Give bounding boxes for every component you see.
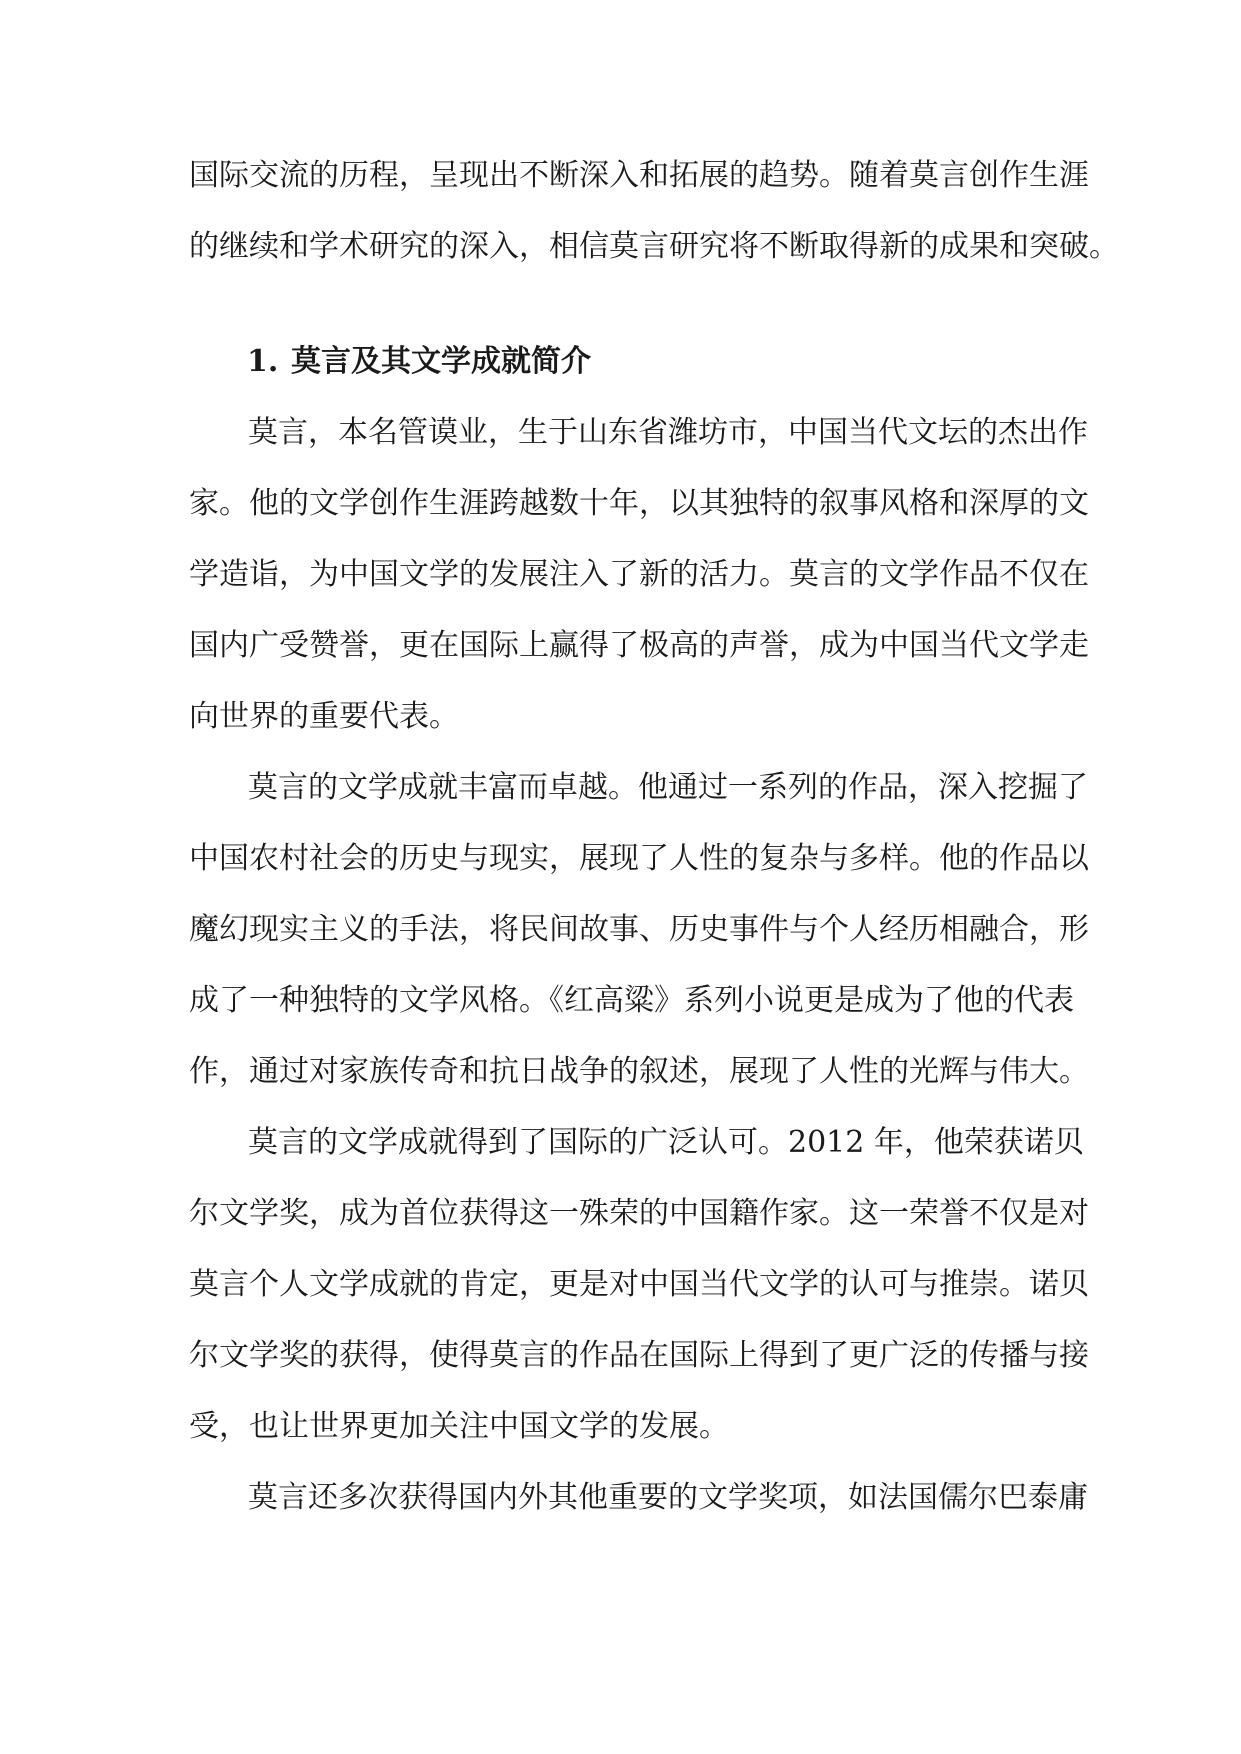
intro-paragraph	[189, 140, 1119, 282]
text-line: 国际交流的历程，呈现出不断深入和拓展的趋势。随着莫言创作生涯	[189, 158, 1089, 193]
paragraph-2	[189, 752, 1089, 1107]
text-line: 莫言个人文学成就的肯定，更是对中国当代文学的认可与推崇。诺贝	[189, 1267, 1089, 1302]
text-line: 尔文学奖，成为首位获得这一殊荣的中国籍作家。这一荣誉不仅是对	[189, 1196, 1089, 1231]
text-line: 莫言的文学成就丰富而卓越。他通过一系列的作品，深入挖掘了	[248, 770, 1088, 805]
text-line: 莫言还多次获得国内外其他重要的文学奖项，如法国儒尔巴泰庸	[248, 1480, 1088, 1515]
section-number: 1.	[247, 344, 279, 379]
text-line: 尔文学奖的获得，使得莫言的作品在国际上得到了更广泛的传播与接	[189, 1338, 1089, 1373]
paragraph-1	[189, 397, 1089, 752]
text-line: 成了一种独特的文学风格。《红高粱》系列小说更是成为了他的代表	[189, 983, 1074, 1018]
document-body	[189, 140, 1119, 1533]
text-line: 向世界的重要代表。	[189, 699, 459, 734]
text-line: 魔幻现实主义的手法，将民间故事、历史事件与个人经历相融合，形	[189, 912, 1089, 947]
paragraph-4	[189, 1462, 1088, 1533]
text-line: 中国农村社会的历史与现实，展现了人性的复杂与多样。他的作品以	[189, 841, 1089, 876]
text-line: 受，也让世界更加关注中国文学的发展。	[189, 1409, 729, 1444]
text-line: 国内广受赞誉，更在国际上赢得了极高的声誉，成为中国当代文学走	[189, 628, 1089, 663]
paragraph-3	[189, 1107, 1089, 1462]
text-line: 莫言，本名管谟业，生于山东省潍坊市，中国当代文坛的杰出作	[248, 415, 1088, 450]
text-line: 学造诣，为中国文学的发展注入了新的活力。莫言的文学作品不仅在	[189, 557, 1089, 592]
text-line: 家。他的文学创作生涯跨越数十年，以其独特的叙事风格和深厚的文	[189, 486, 1089, 521]
text-line: 的继续和学术研究的深入，相信莫言研究将不断取得新的成果和突破。	[189, 229, 1119, 264]
text-line: 莫言的文学成就得到了国际的广泛认可。2012 年，他荣获诺贝	[248, 1125, 1084, 1160]
text-line: 作，通过对家族传奇和抗日战争的叙述，展现了人性的光辉与伟大。	[189, 1054, 1089, 1089]
section-heading	[189, 326, 1049, 397]
section-title: 莫言及其文学成就简介	[291, 344, 591, 379]
